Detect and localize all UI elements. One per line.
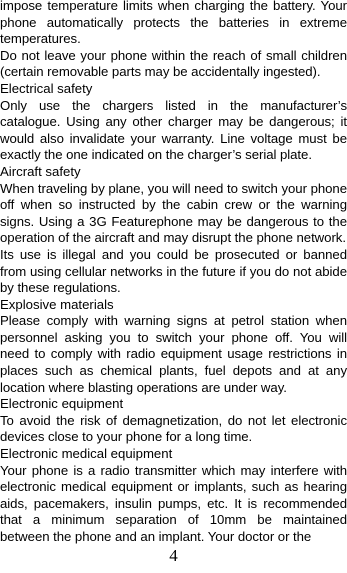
paragraph-explosive-materials: Please comply with warning signs at petrol station when personnel asking you to switch your phone off. You will need to comply with radio equipment usage restrictions in places such as chemical plants, fuel depots and at any location where blasting operations are under way. bbox=[0, 313, 347, 395]
page-number: 4 bbox=[169, 546, 178, 565]
heading-electronic-medical-equipment: Electronic medical equipment bbox=[0, 446, 173, 462]
paragraph-electronic-equipment: To avoid the risk of demagnetization, do not let electronic devices close to your phone for a long time. bbox=[0, 412, 347, 445]
paragraph-electronic-medical-equipment: Your phone is a radio transmitter which may interfere with electronic medical equipment or implants, such as hearing aids, pacemakers, insulin pumps, etc. It is recommended that a minimum separation of 10mm be maintained between the phone and an implant. Your doctor or the bbox=[0, 462, 347, 544]
heading-aircraft-safety: Aircraft safety bbox=[0, 163, 81, 179]
paragraph-aircraft-safety: When traveling by plane, you will need to switch your phone off when so instructed by the cabin crew or the warning signs. Using a 3G Featurephone may be dangerous to the operation of the aircraft and may disrupt the phone network. bbox=[0, 180, 347, 246]
heading-electronic-equipment: Electronic equipment bbox=[0, 396, 124, 412]
paragraph-electrical-safety: Only use the chargers listed in the manufacturer’s catalogue. Using any other charger may be dangerous; it would also invalidate your warranty. Line voltage must be exactly the one indicated on the charger’s serial plate. bbox=[0, 97, 347, 163]
heading-explosive-materials: Explosive materials bbox=[0, 296, 114, 312]
paragraph-illegal-use: Its use is illegal and you could be prosecuted or banned from using cellular networks in the future if you do not abide by these regulations. bbox=[0, 246, 347, 296]
heading-electrical-safety: Electrical safety bbox=[0, 80, 93, 96]
paragraph-children-warning: Do not leave your phone within the reach of small children (certain removable parts may be accidentally ingested). bbox=[0, 47, 347, 80]
paragraph-battery-temperature: impose temperature limits when charging the battery. Your phone automatically protects the batteries in extreme temperatures. bbox=[0, 0, 347, 47]
